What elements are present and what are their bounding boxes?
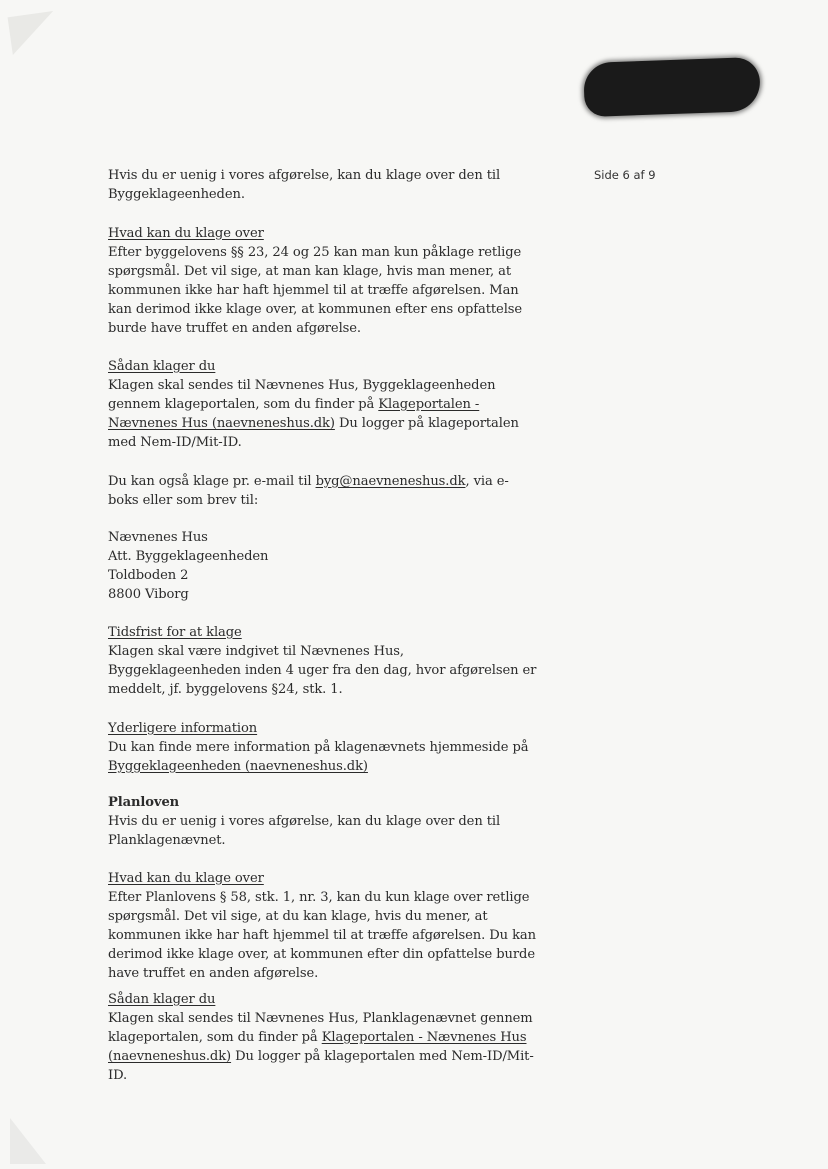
paragraph: Du kan finde mere information på klagenævnets hjemmeside på	[108, 740, 529, 755]
byggeloven-intro	[108, 166, 538, 204]
text: Du logger på klageportalen med Nem-ID/Mit-ID.	[108, 416, 519, 450]
address-block	[108, 528, 538, 604]
planloven-section	[108, 793, 538, 850]
page-number: Side 6 af 9	[594, 168, 656, 182]
email-paragraph	[108, 472, 538, 510]
page-fold-mark	[10, 1118, 46, 1164]
paragraph	[108, 376, 538, 452]
section-heading: Tidsfrist for at klage	[108, 625, 242, 640]
address-line: Toldboden 2	[108, 568, 189, 583]
address-line: Att. Byggeklageenheden	[108, 549, 269, 564]
address-line: 8800 Viborg	[108, 587, 189, 602]
section-title: Planloven	[108, 795, 180, 810]
section-frist	[108, 623, 538, 699]
paragraph	[108, 472, 538, 510]
section-heading: Yderligere information	[108, 721, 258, 736]
email-link[interactable]: byg@naevneneshus.dk	[315, 474, 466, 489]
byggeklageenheden-link[interactable]: Byggeklageenheden (naevneneshus.dk)	[108, 759, 368, 774]
text: Du kan også klage pr. e-mail til	[108, 474, 316, 489]
text: Du logger på klageportalen med Nem-ID/Mit-ID.	[108, 1049, 534, 1083]
text: , via e-boks eller som brev til:	[108, 474, 509, 508]
address-line: Nævnenes Hus	[108, 530, 208, 545]
section-hvad-plan	[108, 869, 538, 983]
text: Klagen skal sendes til Nævnenes Hus, Planklagenævnet gennem klageportalen, som du finder på	[108, 1011, 533, 1045]
section-saadan-byg	[108, 357, 538, 452]
section-heading: Sådan klager du	[108, 992, 216, 1007]
section-heading: Hvad kan du klage over	[108, 871, 264, 886]
section-heading: Hvad kan du klage over	[108, 226, 264, 241]
redaction-mark	[583, 57, 761, 117]
section-info	[108, 719, 538, 776]
page-fold-mark	[8, 11, 59, 55]
klageportal-link[interactable]: Klageportalen - Nævnenes Hus (naevneneshus.dk)	[108, 1030, 527, 1064]
text: Klagen skal sendes til Nævnenes Hus, Byggeklageenheden gennem klageportalen, som du finder på	[108, 378, 496, 412]
section-hvad-byg	[108, 224, 538, 338]
paragraph: Klagen skal være indgivet til Nævnenes Hus, Byggeklageenheden inden 4 uger fra den dag, hvor afgørelsen er meddelt, jf. byggelovens §24, stk. 1.	[108, 644, 537, 697]
paragraph: Efter Planlovens § 58, stk. 1, nr. 3, kan du kun klage over retlige spørgsmål. Det vil sige, at du kan klage, hvis du mener, at kommunen ikke har haft hjemmel til at træffe afgørelsen. Du kan derimod ikke klage over, at kommunen efter din opfattelse burde have truffet en anden afgørelse.	[108, 890, 536, 981]
paragraph: Hvis du er uenig i vores afgørelse, kan du klage over den til Byggeklageenheden.	[108, 168, 501, 202]
section-saadan-plan	[108, 990, 538, 1085]
paragraph: Hvis du er uenig i vores afgørelse, kan du klage over den til Planklagenævnet.	[108, 814, 501, 848]
paragraph	[108, 1009, 538, 1085]
paragraph: Efter byggelovens §§ 23, 24 og 25 kan man kun påklage retlige spørgsmål. Det vil sige, at man kan klage, hvis man mener, at kommunen ikke har haft hjemmel til at træffe afgørelsen. Man kan derimod ikke klage over, at kommunen efter ens opfattelse burde have truffet en anden afgørelse.	[108, 245, 523, 336]
section-heading: Sådan klager du	[108, 359, 216, 374]
klageportal-link[interactable]: Klageportalen - Nævnenes Hus (naevneneshus.dk)	[108, 397, 480, 431]
